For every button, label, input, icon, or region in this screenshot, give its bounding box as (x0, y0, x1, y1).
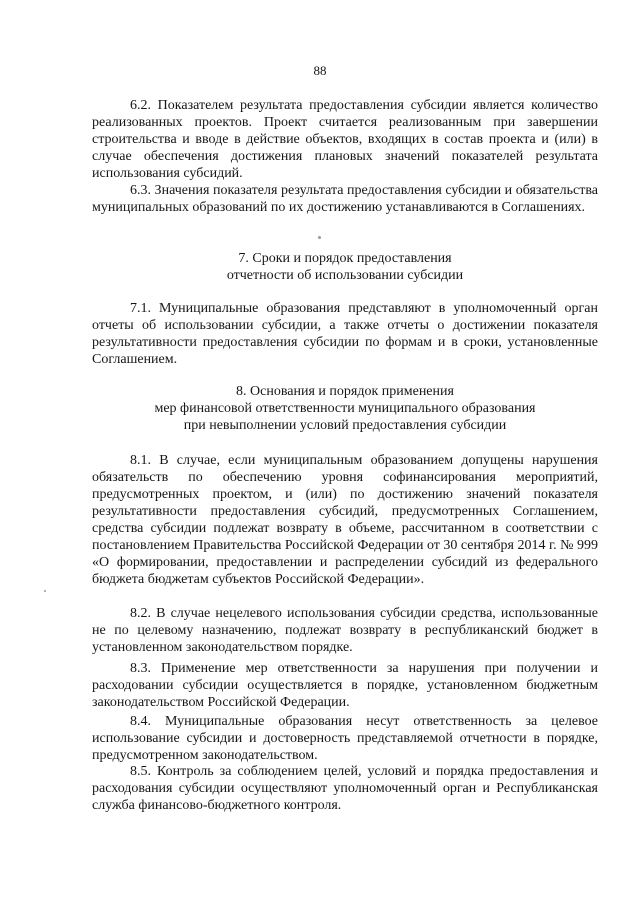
paragraph-6-2-text: 6.2. Показателем результата предоставления субсидии является количество реализованных проектов. Проект считается реализованным при завершении строительства и вводе в действие объектов, входящих в состав проекта и (или) в случае обеспечения достижения плановых значений показателей результата использования субсидий. (92, 98, 598, 181)
paragraph-8-3-text: 8.3. Применение мер ответственности за нарушения при получении и расходовании субсидии осуществляется в порядке, установленном бюджетным законодательством Российской Федерации. (92, 661, 598, 710)
section-8-heading-line-3: при невыполнении условий предоставления субсидии (183, 418, 507, 433)
paragraph-8-2-text: 8.2. В случае нецелевого использования субсидии средства, использованные не по целевому назначению, подлежат возврату в республиканский бюджет в установленном законодательством порядке. (92, 606, 598, 655)
paragraph-8-4 (92, 713, 598, 764)
paragraph-6-3 (92, 182, 598, 216)
page-number: 88 (313, 63, 327, 78)
section-8-heading-line-2: мер финансовой ответственности муниципального образования (154, 401, 536, 416)
section-8-heading (92, 383, 598, 434)
paragraph-8-2 (92, 605, 598, 656)
scan-speck (44, 590, 46, 592)
section-7-heading-line-2: отчетности об использовании субсидии (226, 268, 464, 283)
paragraph-8-5-text: 8.5. Контроль за соблюдением целей, условий и порядка предоставления и расходования субсидии осуществляют уполномоченный орган и Республиканская служба финансово-бюджетного контроля. (92, 764, 598, 813)
section-8-heading-line-1: 8. Основания и порядок применения (236, 384, 454, 399)
paragraph-8-3 (92, 660, 598, 711)
paragraph-8-4-text: 8.4. Муниципальные образования несут ответственность за целевое использование субсидии и достоверность представляемой отчетности в порядке, предусмотренном законодательством. (92, 714, 598, 763)
paragraph-6-3-text: 6.3. Значения показателя результата предоставления субсидии и обязательства муниципальных образований по их достижению устанавливаются в Соглашениях. (92, 183, 598, 215)
paragraph-8-1 (92, 452, 598, 588)
paragraph-7-1 (92, 300, 598, 368)
section-7-heading (92, 250, 598, 284)
scan-speck (318, 236, 321, 239)
paragraph-8-1-text: 8.1. В случае, если муниципальным образованием допущены нарушения обязательств по обеспечению уровня софинансирования мероприятий, предусмотренных проектом, и (или) по достижению значений показателя результативности предоставления субсидий, предусмотренных Соглашением, средства субсидии подлежат возврату в объеме, рассчитанном в соответствии с постановлением Правительства Российской Федерации от 30 сентября 2014 г. № 999 «О формировании, предоставлении и распределении субсидий из федерального бюджета бюджетам субъектов Российской Федерации». (92, 453, 598, 587)
paragraph-6-2 (92, 97, 598, 182)
section-7-heading-line-1: 7. Сроки и порядок предоставления (238, 251, 452, 266)
paragraph-8-5 (92, 763, 598, 814)
paragraph-7-1-text: 7.1. Муниципальные образования представляют в уполномоченный орган отчеты об использовании субсидии, а также отчеты о достижении показателя результативности предоставления субсидии по формам и в сроки, установленные Соглашением. (92, 301, 598, 367)
